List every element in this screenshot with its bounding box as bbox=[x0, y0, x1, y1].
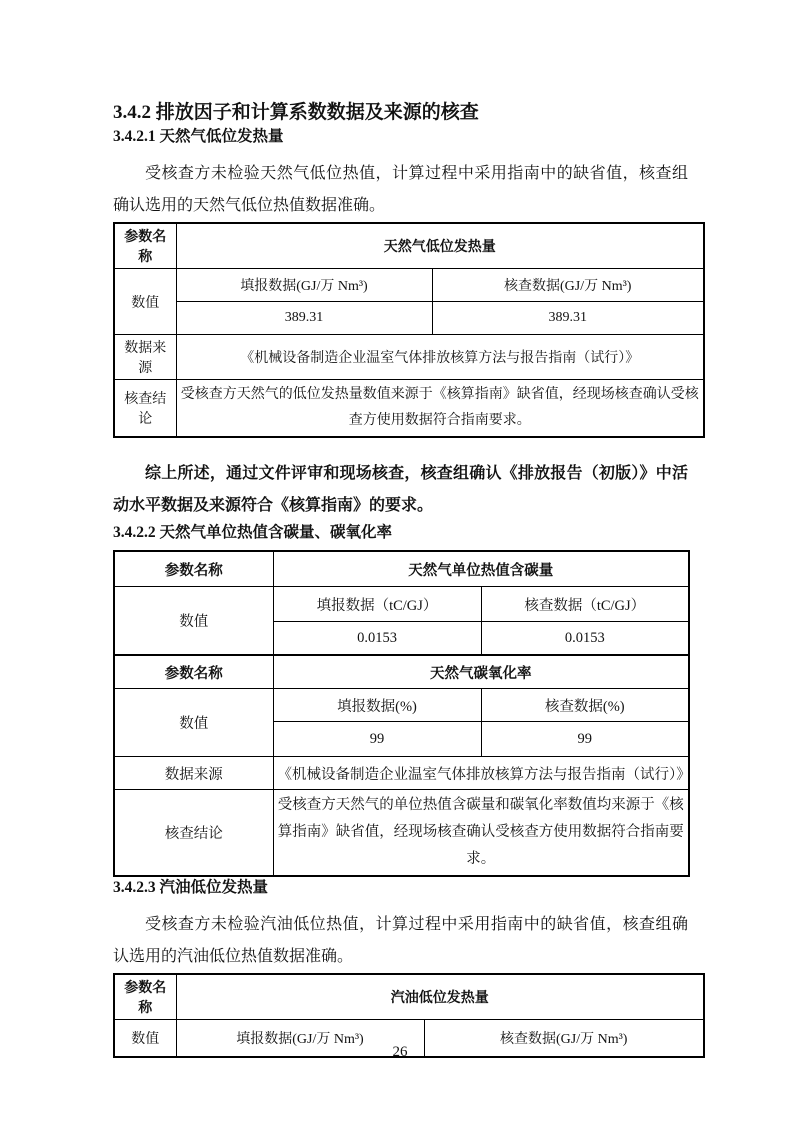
reported-header-cell: 填报数据(%) bbox=[273, 689, 481, 722]
table-row bbox=[114, 790, 689, 877]
param-label-cell: 参数名称 bbox=[114, 223, 176, 269]
reported-header-cell: 填报数据(GJ/万 Nm³) bbox=[176, 1020, 424, 1058]
table-row bbox=[114, 335, 704, 380]
param-name-cell: 天然气低位发热量 bbox=[176, 223, 704, 269]
reported-header-cell: 填报数据（tC/GJ） bbox=[273, 587, 481, 622]
conclusion-text-cell: 受核查方天然气的低位发热量数值来源于《核算指南》缺省值，经现场核查确认受核查方使用数据符合指南要求。 bbox=[176, 380, 704, 438]
verified-header-cell: 核查数据(GJ/万 Nm³) bbox=[424, 1020, 704, 1058]
table-row bbox=[114, 689, 689, 722]
subsection-heading-3422: 3.4.2.2 天然气单位热值含碳量、碳氧化率 bbox=[113, 524, 393, 541]
verified-value-cell: 389.31 bbox=[432, 302, 704, 335]
source-label-cell: 数据来源 bbox=[114, 335, 176, 380]
verified-value-cell: 99 bbox=[481, 722, 689, 757]
reported-header-cell: 填报数据(GJ/万 Nm³) bbox=[176, 269, 432, 302]
verified-header-cell: 核查数据(GJ/万 Nm³) bbox=[432, 269, 704, 302]
value-label-cell: 数值 bbox=[114, 1020, 176, 1058]
page-number: 26 bbox=[392, 1044, 408, 1060]
table-row bbox=[114, 974, 704, 1020]
reported-value-cell: 99 bbox=[273, 722, 481, 757]
param-name-cell: 汽油低位发热量 bbox=[176, 974, 704, 1020]
conclusion-label-cell: 核查结论 bbox=[114, 790, 273, 877]
natural-gas-ncv-table bbox=[113, 222, 705, 438]
paragraph-summary: 综上所述，通过文件评审和现场核查，核查组确认《排放报告（初版）》中活动水平数据及来源符合《核算指南》的要求。 bbox=[113, 465, 688, 514]
param-label-cell: 参数名称 bbox=[114, 974, 176, 1020]
table-row bbox=[114, 380, 704, 438]
param-label-cell: 参数名称 bbox=[114, 551, 273, 587]
table-row bbox=[114, 302, 704, 335]
paragraph-gasoline-ncv: 受核查方未检验汽油低位热值，计算过程中采用指南中的缺省值，核查组确认选用的汽油低位热值数据准确。 bbox=[113, 916, 688, 965]
table-row bbox=[114, 587, 689, 622]
value-label-cell: 数值 bbox=[114, 269, 176, 335]
verified-header-cell: 核查数据（tC/GJ） bbox=[481, 587, 689, 622]
table-row bbox=[114, 223, 704, 269]
section-heading-342: 3.4.2 排放因子和计算系数数据及来源的核查 bbox=[113, 102, 479, 123]
value-label-cell: 数值 bbox=[114, 689, 273, 757]
conclusion-label-cell: 核查结论 bbox=[114, 380, 176, 438]
paragraph-natural-gas-ncv: 受核查方未检验天然气低位热值，计算过程中采用指南中的缺省值，核查组确认选用的天然气低位热值数据准确。 bbox=[113, 165, 688, 214]
verified-value-cell: 0.0153 bbox=[481, 622, 689, 656]
table-row bbox=[114, 551, 689, 587]
param-name-cell: 天然气碳氧化率 bbox=[273, 655, 689, 689]
reported-value-cell: 389.31 bbox=[176, 302, 432, 335]
table-row bbox=[114, 757, 689, 790]
table-row bbox=[114, 655, 689, 689]
param-name-cell: 天然气单位热值含碳量 bbox=[273, 551, 689, 587]
source-label-cell: 数据来源 bbox=[114, 757, 273, 790]
verified-header-cell: 核查数据(%) bbox=[481, 689, 689, 722]
param-label-cell: 参数名称 bbox=[114, 655, 273, 689]
table-row bbox=[114, 269, 704, 302]
reported-value-cell: 0.0153 bbox=[273, 622, 481, 656]
subsection-heading-3423: 3.4.2.3 汽油低位发热量 bbox=[113, 879, 269, 896]
source-text-cell: 《机械设备制造企业温室气体排放核算方法与报告指南（试行）》 bbox=[176, 335, 704, 380]
value-label-cell: 数值 bbox=[114, 587, 273, 656]
subsection-heading-3421: 3.4.2.1 天然气低位发热量 bbox=[113, 128, 284, 145]
conclusion-text-cell: 受核查方天然气的单位热值含碳量和碳氧化率数值均来源于《核算指南》缺省值，经现场核查确认受核查方使用数据符合指南要求。 bbox=[273, 790, 689, 877]
natural-gas-carbon-table bbox=[113, 550, 690, 877]
source-text-cell: 《机械设备制造企业温室气体排放核算方法与报告指南（试行）》 bbox=[273, 757, 689, 790]
